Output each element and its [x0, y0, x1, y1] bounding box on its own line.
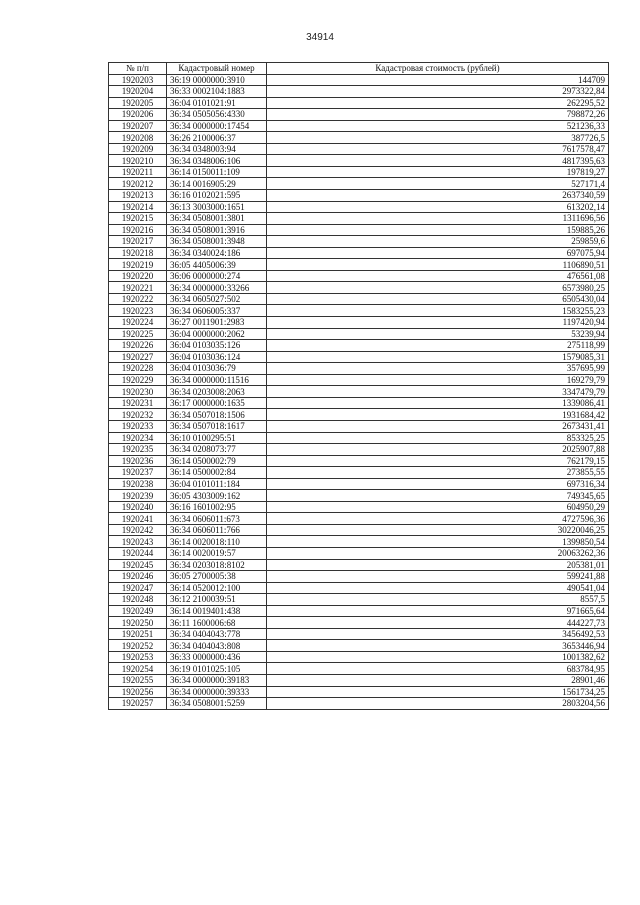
cadastral-value-cell: 159885,26: [267, 224, 609, 236]
row-index-cell: 1920227: [109, 351, 167, 363]
cadastral-number-cell: 36:34 0000000:39183: [167, 674, 267, 686]
cadastral-value-cell: 762179,15: [267, 455, 609, 467]
row-index-cell: 1920229: [109, 374, 167, 386]
cadastral-value-cell: 599241,88: [267, 571, 609, 583]
cadastral-value-cell: 697316,34: [267, 478, 609, 490]
cadastral-number-cell: 36:16 1601002:95: [167, 501, 267, 513]
row-index-cell: 1920243: [109, 536, 167, 548]
cadastral-value-cell: 20063262,36: [267, 547, 609, 559]
cadastral-number-cell: 36:04 0103035:126: [167, 340, 267, 352]
cadastral-value-cell: 1311696,56: [267, 213, 609, 225]
row-index-cell: 1920249: [109, 605, 167, 617]
table-row: [109, 178, 609, 190]
cadastral-number-cell: 36:06 0000000:274: [167, 270, 267, 282]
table-row: [109, 478, 609, 490]
table-row: [109, 386, 609, 398]
cadastral-number-cell: 36:16 0102021:595: [167, 190, 267, 202]
row-index-cell: 1920218: [109, 247, 167, 259]
row-index-cell: 1920254: [109, 663, 167, 675]
cadastral-number-cell: 36:14 0150011:109: [167, 166, 267, 178]
row-index-cell: 1920231: [109, 397, 167, 409]
cadastral-number-cell: 36:34 0505056:4330: [167, 109, 267, 121]
table-row: [109, 663, 609, 675]
row-index-cell: 1920245: [109, 559, 167, 571]
cadastral-value-cell: 1001382,62: [267, 651, 609, 663]
table-row: [109, 224, 609, 236]
table-row: [109, 397, 609, 409]
cadastral-number-cell: 36:14 0500002:84: [167, 467, 267, 479]
cadastral-number-cell: 36:34 0000000:39333: [167, 686, 267, 698]
cadastral-value-cell: 2637340,59: [267, 190, 609, 202]
cadastral-value-cell: 262295,52: [267, 97, 609, 109]
cadastral-value-cell: 444227,73: [267, 617, 609, 629]
row-index-cell: 1920253: [109, 651, 167, 663]
row-index-cell: 1920205: [109, 97, 167, 109]
cadastral-value-cell: 3456492,53: [267, 628, 609, 640]
cadastral-value-cell: 1579085,31: [267, 351, 609, 363]
cadastral-number-cell: 36:12 2100039:51: [167, 594, 267, 606]
table-row: [109, 628, 609, 640]
row-index-cell: 1920236: [109, 455, 167, 467]
row-index-cell: 1920241: [109, 513, 167, 525]
table-row: [109, 201, 609, 213]
column-header-cadastral-number: Кадастровый номер: [167, 63, 267, 75]
table-row: [109, 166, 609, 178]
cadastral-value-cell: 6573980,25: [267, 282, 609, 294]
table-row: [109, 132, 609, 144]
cadastral-number-cell: 36:34 0605027:502: [167, 293, 267, 305]
cadastral-value-cell: 1339086,41: [267, 397, 609, 409]
column-header-index: № п/п: [109, 63, 167, 75]
table-row: [109, 328, 609, 340]
cadastral-number-cell: 36:34 0348006:106: [167, 155, 267, 167]
cadastral-value-cell: 798872,26: [267, 109, 609, 121]
cadastral-number-cell: 36:19 0000000:3910: [167, 74, 267, 86]
cadastral-value-cell: 1197420,94: [267, 317, 609, 329]
row-index-cell: 1920225: [109, 328, 167, 340]
table-row: [109, 674, 609, 686]
cadastral-number-cell: 36:14 0520012:100: [167, 582, 267, 594]
cadastral-number-cell: 36:04 0101021:91: [167, 97, 267, 109]
table-row: [109, 571, 609, 583]
cadastral-number-cell: 36:14 0020019:57: [167, 547, 267, 559]
row-index-cell: 1920209: [109, 143, 167, 155]
cadastral-value-cell: 971665,64: [267, 605, 609, 617]
table-row: [109, 236, 609, 248]
cadastral-value-cell: 169279,79: [267, 374, 609, 386]
cadastral-number-cell: 36:34 0507018:1617: [167, 420, 267, 432]
row-index-cell: 1920214: [109, 201, 167, 213]
row-index-cell: 1920223: [109, 305, 167, 317]
cadastral-value-cell: 2803204,56: [267, 698, 609, 710]
cadastral-number-cell: 36:34 0348003:94: [167, 143, 267, 155]
row-index-cell: 1920212: [109, 178, 167, 190]
cadastral-value-cell: 7617578,47: [267, 143, 609, 155]
table-row: [109, 97, 609, 109]
cadastral-value-cell: 4727596,36: [267, 513, 609, 525]
table-row: [109, 524, 609, 536]
row-index-cell: 1920215: [109, 213, 167, 225]
table-row: [109, 270, 609, 282]
table-row: [109, 698, 609, 710]
cadastral-number-cell: 36:34 0508001:5259: [167, 698, 267, 710]
row-index-cell: 1920239: [109, 490, 167, 502]
table-row: [109, 536, 609, 548]
column-header-cadastral-value: Кадастровая стоимость (рублей): [267, 63, 609, 75]
table-row: [109, 513, 609, 525]
cadastral-number-cell: 36:34 0203018:8102: [167, 559, 267, 571]
table-row: [109, 213, 609, 225]
table-row: [109, 120, 609, 132]
cadastral-value-cell: 30220046,25: [267, 524, 609, 536]
cadastral-number-cell: 36:34 0507018:1506: [167, 409, 267, 421]
table-row: [109, 340, 609, 352]
table-row: [109, 420, 609, 432]
cadastral-number-cell: 36:04 0101011:184: [167, 478, 267, 490]
cadastral-value-cell: 476561,08: [267, 270, 609, 282]
cadastral-value-cell: 2025907,88: [267, 444, 609, 456]
cadastral-value-cell: 683784,95: [267, 663, 609, 675]
table-row: [109, 363, 609, 375]
cadastral-value-cell: 28901,46: [267, 674, 609, 686]
row-index-cell: 1920247: [109, 582, 167, 594]
cadastral-number-cell: 36:13 3003000:1651: [167, 201, 267, 213]
cadastral-number-cell: 36:34 0000000:17454: [167, 120, 267, 132]
row-index-cell: 1920251: [109, 628, 167, 640]
row-index-cell: 1920242: [109, 524, 167, 536]
row-index-cell: 1920248: [109, 594, 167, 606]
cadastral-number-cell: 36:33 0002104:1883: [167, 86, 267, 98]
cadastral-number-cell: 36:34 0508001:3801: [167, 213, 267, 225]
row-index-cell: 1920207: [109, 120, 167, 132]
cadastral-number-cell: 36:34 0508001:3948: [167, 236, 267, 248]
table-row: [109, 409, 609, 421]
cadastral-value-cell: 1106890,51: [267, 259, 609, 271]
cadastral-value-table: [108, 62, 609, 710]
table-row: [109, 86, 609, 98]
cadastral-number-cell: 36:10 0100295:51: [167, 432, 267, 444]
cadastral-value-cell: 613202,14: [267, 201, 609, 213]
table-row: [109, 190, 609, 202]
cadastral-number-cell: 36:05 4405006:39: [167, 259, 267, 271]
row-index-cell: 1920226: [109, 340, 167, 352]
cadastral-number-cell: 36:34 0340024:186: [167, 247, 267, 259]
table-row: [109, 444, 609, 456]
row-index-cell: 1920222: [109, 293, 167, 305]
row-index-cell: 1920204: [109, 86, 167, 98]
row-index-cell: 1920206: [109, 109, 167, 121]
cadastral-number-cell: 36:17 0000000:1635: [167, 397, 267, 409]
cadastral-number-cell: 36:04 0103036:124: [167, 351, 267, 363]
table-row: [109, 501, 609, 513]
cadastral-value-cell: 357695,99: [267, 363, 609, 375]
table-row: [109, 605, 609, 617]
table-row: [109, 490, 609, 502]
row-index-cell: 1920219: [109, 259, 167, 271]
cadastral-value-cell: 1583255,23: [267, 305, 609, 317]
cadastral-number-cell: 36:33 0000000:436: [167, 651, 267, 663]
cadastral-number-cell: 36:19 0101025:105: [167, 663, 267, 675]
row-index-cell: 1920216: [109, 224, 167, 236]
table-row: [109, 651, 609, 663]
table-row: [109, 559, 609, 571]
cadastral-value-cell: 275118,99: [267, 340, 609, 352]
row-index-cell: 1920232: [109, 409, 167, 421]
row-index-cell: 1920237: [109, 467, 167, 479]
cadastral-number-cell: 36:34 0000000:11516: [167, 374, 267, 386]
cadastral-number-cell: 36:34 0508001:3916: [167, 224, 267, 236]
cadastral-number-cell: 36:04 0000000:2062: [167, 328, 267, 340]
row-index-cell: 1920230: [109, 386, 167, 398]
table-header: [109, 63, 609, 75]
cadastral-value-cell: 521236,33: [267, 120, 609, 132]
row-index-cell: 1920221: [109, 282, 167, 294]
cadastral-number-cell: 36:14 0019401:438: [167, 605, 267, 617]
cadastral-value-cell: 527171,4: [267, 178, 609, 190]
table-row: [109, 547, 609, 559]
cadastral-number-cell: 36:14 0500002:79: [167, 455, 267, 467]
table-row: [109, 247, 609, 259]
table-row: [109, 143, 609, 155]
table-row: [109, 686, 609, 698]
cadastral-number-cell: 36:11 1600006:68: [167, 617, 267, 629]
cadastral-number-cell: 36:14 0020018:110: [167, 536, 267, 548]
cadastral-number-cell: 36:34 0404043:778: [167, 628, 267, 640]
cadastral-number-cell: 36:26 2100006:37: [167, 132, 267, 144]
row-index-cell: 1920233: [109, 420, 167, 432]
cadastral-number-cell: 36:14 0016905:29: [167, 178, 267, 190]
row-index-cell: 1920228: [109, 363, 167, 375]
table-row: [109, 432, 609, 444]
cadastral-value-cell: 749345,65: [267, 490, 609, 502]
cadastral-number-cell: 36:34 0208073:77: [167, 444, 267, 456]
row-index-cell: 1920217: [109, 236, 167, 248]
row-index-cell: 1920257: [109, 698, 167, 710]
table-row: [109, 351, 609, 363]
cadastral-value-cell: 490541,04: [267, 582, 609, 594]
cadastral-number-cell: 36:04 0103036:79: [167, 363, 267, 375]
row-index-cell: 1920210: [109, 155, 167, 167]
cadastral-value-cell: 387726,5: [267, 132, 609, 144]
cadastral-value-cell: 604950,29: [267, 501, 609, 513]
table-row: [109, 640, 609, 652]
cadastral-value-cell: 205381,01: [267, 559, 609, 571]
row-index-cell: 1920235: [109, 444, 167, 456]
table-row: [109, 259, 609, 271]
cadastral-number-cell: 36:05 4303009:162: [167, 490, 267, 502]
cadastral-value-cell: 259859,6: [267, 236, 609, 248]
row-index-cell: 1920211: [109, 166, 167, 178]
page-number: 34914: [306, 32, 334, 43]
cadastral-value-cell: 1561734,25: [267, 686, 609, 698]
cadastral-value-cell: 1399850,54: [267, 536, 609, 548]
cadastral-number-cell: 36:34 0606005:337: [167, 305, 267, 317]
row-index-cell: 1920234: [109, 432, 167, 444]
row-index-cell: 1920238: [109, 478, 167, 490]
row-index-cell: 1920255: [109, 674, 167, 686]
table-row: [109, 155, 609, 167]
cadastral-number-cell: 36:34 0000000:33266: [167, 282, 267, 294]
cadastral-number-cell: 36:34 0203008:2063: [167, 386, 267, 398]
table-row: [109, 293, 609, 305]
cadastral-value-cell: 197819,27: [267, 166, 609, 178]
row-index-cell: 1920208: [109, 132, 167, 144]
header-row: [109, 63, 609, 75]
table-row: [109, 74, 609, 86]
table-row: [109, 317, 609, 329]
cadastral-value-cell: 8557,5: [267, 594, 609, 606]
table-row: [109, 282, 609, 294]
table-row: [109, 582, 609, 594]
row-index-cell: 1920252: [109, 640, 167, 652]
cadastral-number-cell: 36:34 0606011:673: [167, 513, 267, 525]
row-index-cell: 1920203: [109, 74, 167, 86]
cadastral-number-cell: 36:34 0606011:766: [167, 524, 267, 536]
cadastral-number-cell: 36:27 0011901:2983: [167, 317, 267, 329]
table-row: [109, 594, 609, 606]
cadastral-value-cell: 2973322,84: [267, 86, 609, 98]
cadastral-value-cell: 3653446,94: [267, 640, 609, 652]
row-index-cell: 1920256: [109, 686, 167, 698]
cadastral-value-cell: 144709: [267, 74, 609, 86]
row-index-cell: 1920240: [109, 501, 167, 513]
cadastral-value-cell: 2673431,41: [267, 420, 609, 432]
cadastral-value-cell: 697075,94: [267, 247, 609, 259]
row-index-cell: 1920246: [109, 571, 167, 583]
cadastral-value-cell: 6505430,04: [267, 293, 609, 305]
cadastral-value-cell: 273855,55: [267, 467, 609, 479]
table-row: [109, 305, 609, 317]
table-row: [109, 467, 609, 479]
row-index-cell: 1920213: [109, 190, 167, 202]
row-index-cell: 1920244: [109, 547, 167, 559]
row-index-cell: 1920250: [109, 617, 167, 629]
table-body: [109, 74, 609, 709]
cadastral-number-cell: 36:05 2700005:38: [167, 571, 267, 583]
cadastral-value-cell: 3347479,79: [267, 386, 609, 398]
row-index-cell: 1920220: [109, 270, 167, 282]
table-row: [109, 455, 609, 467]
cadastral-value-cell: 1931684,42: [267, 409, 609, 421]
cadastral-value-cell: 4817395,63: [267, 155, 609, 167]
cadastral-value-cell: 53239,94: [267, 328, 609, 340]
table-row: [109, 617, 609, 629]
cadastral-number-cell: 36:34 0404043:808: [167, 640, 267, 652]
cadastral-value-cell: 853325,25: [267, 432, 609, 444]
table-row: [109, 374, 609, 386]
row-index-cell: 1920224: [109, 317, 167, 329]
table-row: [109, 109, 609, 121]
